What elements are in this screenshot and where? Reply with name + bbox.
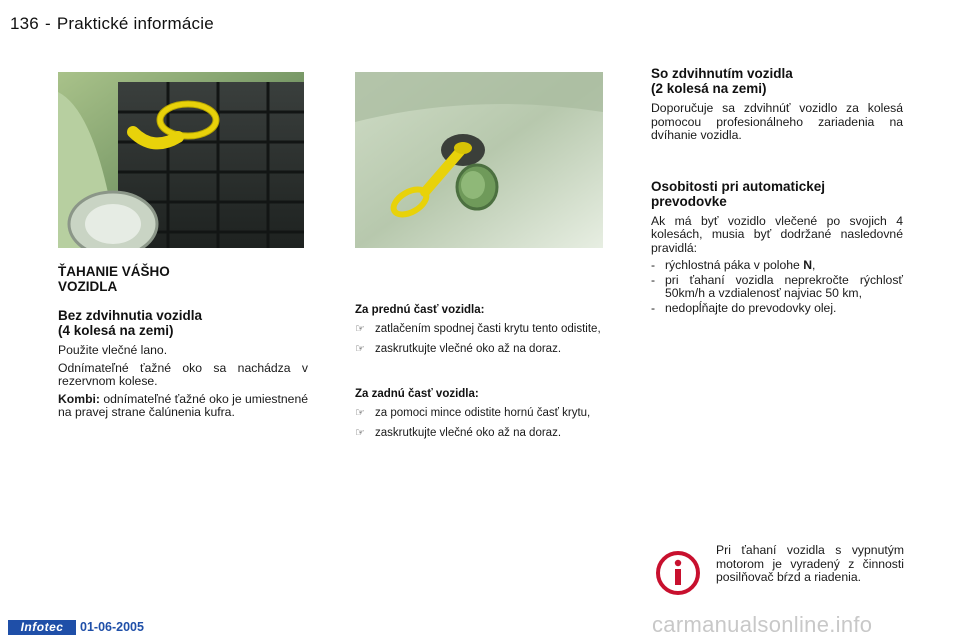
towing-title: ŤAHANIE VÁŠHO VOZIDLA <box>58 264 170 294</box>
publication-date: 01-06-2005 <box>80 620 144 634</box>
rear-step-2: ☞ zaskrutkujte vlečné oko až na doraz. <box>355 427 562 439</box>
no-lift-title: Bez zdvihnutia vozidla (4 kolesá na zemi) <box>58 308 203 338</box>
rear-heading: Za zadnú časť vozidla: <box>355 388 479 400</box>
hand-pointer-icon: ☞ <box>355 323 365 335</box>
automatic-gearbox-text: Ak má byť vozidlo vlečené po svojich 4 kolesách, musia byť dodržané nasledovné pravidlá: <box>651 213 903 255</box>
front-step-1: ☞ zatlačením spodnej časti krytu tento odistite, <box>355 323 601 335</box>
automatic-gearbox-title: Osobitosti pri automatickej prevodovke <box>651 178 826 209</box>
infotec-logo: Infotec <box>8 620 76 635</box>
front-step-2: ☞ zaskrutkujte vlečné oko až na doraz. <box>355 343 562 355</box>
estate-note-text: Kombi: odnímateľné ťažné oko je umiestnené na pravej strane čalúnenia kufra. <box>58 391 308 419</box>
rear-towing-photo <box>355 72 603 248</box>
rule-speed-distance: - pri ťahaní vozidla neprekročte rýchlosť 50km/h a vzdialenosť najviac 50 km, <box>651 272 903 300</box>
info-icon <box>655 550 701 596</box>
rear-step-1: ☞ za pomoci mince odistite hornú časť krytu, <box>355 407 591 419</box>
watermark: carmanualsonline.info <box>652 612 873 637</box>
page-header <box>10 14 220 34</box>
towing-eye-location-text: Odnímateľné ťažné oko sa nachádza v rezervnom kolese. <box>58 360 308 388</box>
front-heading: Za prednú časť vozidla: <box>355 304 485 316</box>
rule-gear-lever: - rýchlostná páka v polohe N, <box>651 258 816 272</box>
section-title: Praktické informácie <box>56 14 214 33</box>
tow-rope-text: Použite vlečné lano. <box>58 343 168 357</box>
hand-pointer-icon: ☞ <box>355 343 365 355</box>
header-separator: - <box>44 14 51 33</box>
left-column <box>58 264 308 424</box>
middle-column <box>355 304 605 447</box>
right-column <box>651 66 903 316</box>
hand-pointer-icon: ☞ <box>355 427 365 439</box>
info-note-text: Pri ťahaní vozidla s vypnutým motorom je vyradený z činnosti posilňovač bŕzd a riadenia. <box>716 543 904 584</box>
rule-no-oil: - nedopĺňajte do prevodovky olej. <box>651 300 837 315</box>
lift-text: Doporučuje sa zdvihnúť vozidlo za kolesá pomocou profesionálneho zariadenia na dvíhanie vozidla. <box>651 101 903 142</box>
front-towing-photo <box>58 72 304 248</box>
lift-title: So zdvihnutím vozidla (2 kolesá na zemi) <box>651 66 793 96</box>
page-number: 136 <box>10 14 39 33</box>
hand-pointer-icon: ☞ <box>355 407 365 419</box>
